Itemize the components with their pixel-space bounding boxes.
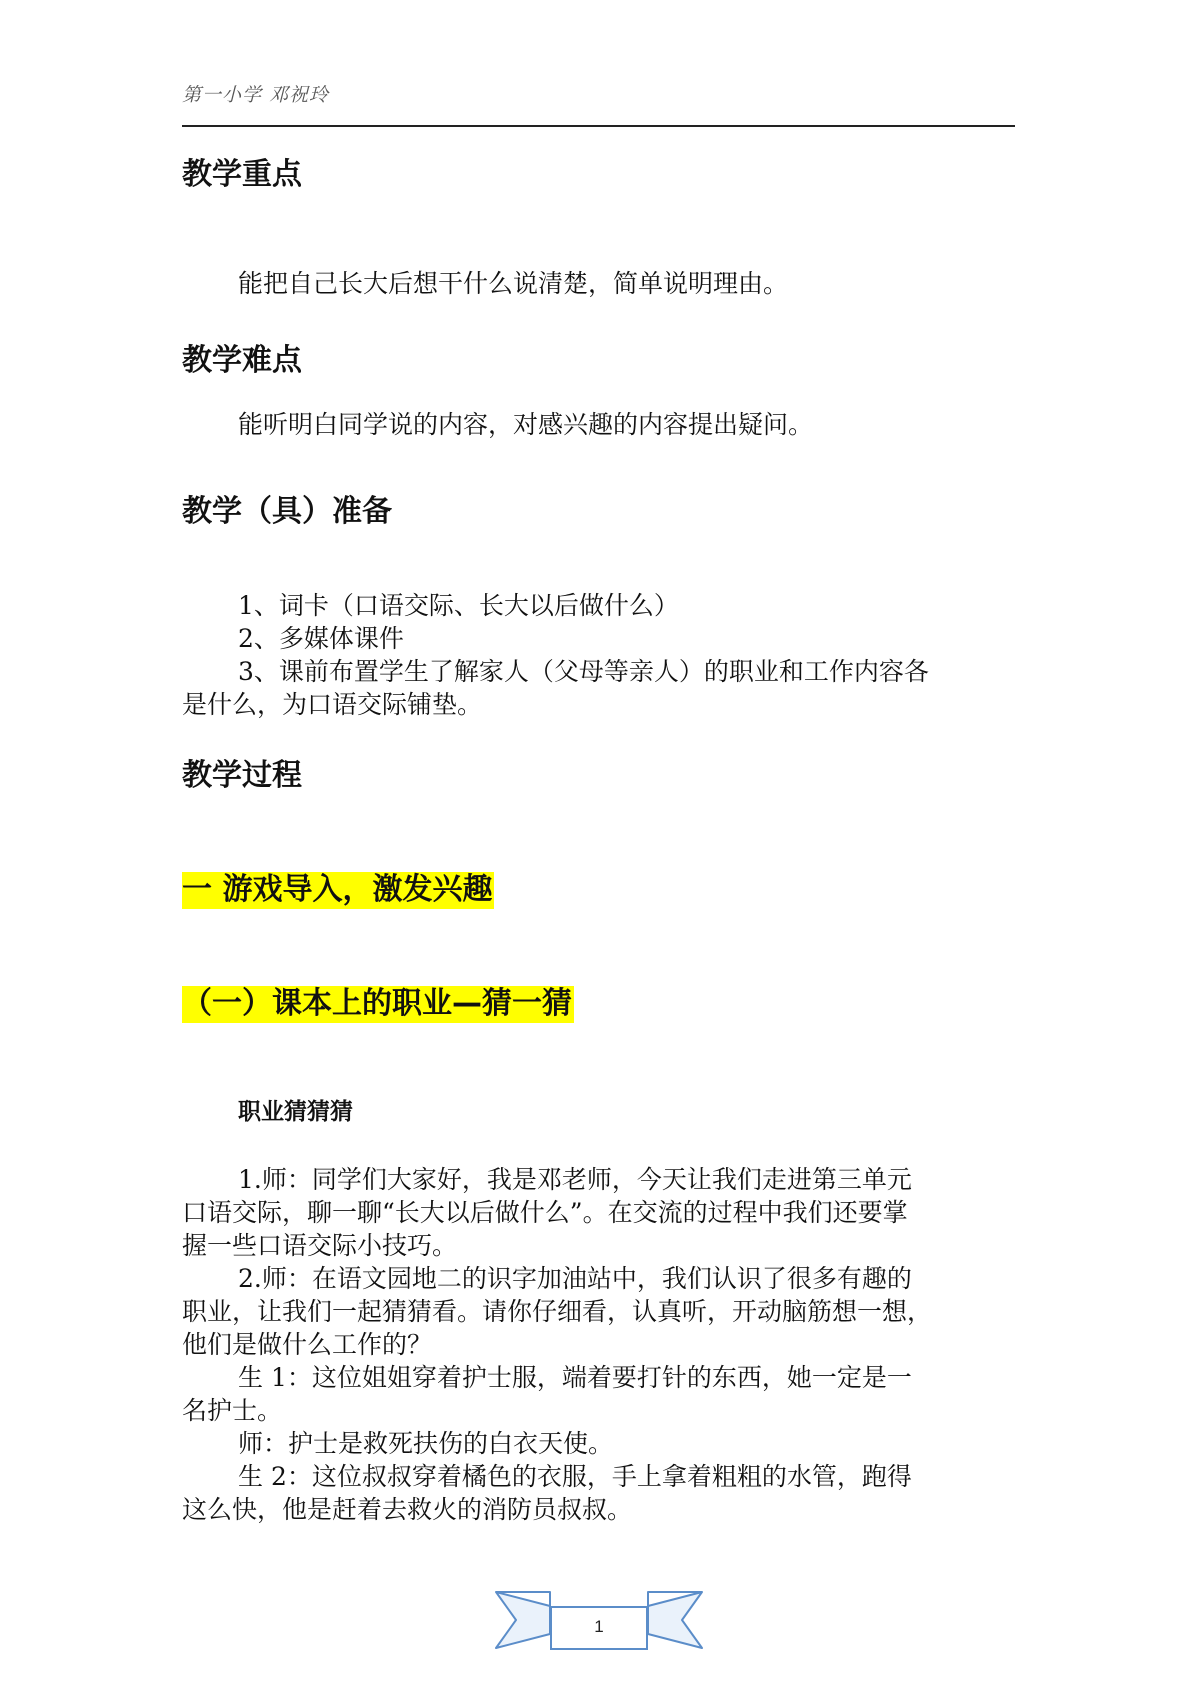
highlighted-heading: 一 游戏导入，激发兴趣 [182, 872, 493, 907]
preparation-item: 1、词卡（口语交际、长大以后做什么） [238, 591, 679, 620]
heading-difficulty: 教学难点 [182, 343, 302, 378]
focus-paragraph [182, 267, 1015, 300]
activity-heading: 职业猜猜猜 [238, 1099, 353, 1125]
process-line: 2.师：在语文园地二的识字加油站中，我们认识了很多有趣的 [238, 1264, 912, 1293]
process-line: 职业，让我们一起猜猜看。请你仔细看，认真听，开动脑筋想一想， [182, 1297, 933, 1326]
preparation-list [182, 589, 1015, 721]
page-header: 第一小学 邓祝玲 [182, 84, 330, 106]
header-divider [182, 125, 1015, 127]
preparation-item-continued: 是什么，为口语交际铺垫。 [182, 690, 483, 719]
difficulty-text: 能听明白同学说的内容，对感兴趣的内容提出疑问。 [238, 410, 814, 439]
process-line: 生 2：这位叔叔穿着橘色的衣服，手上拿着粗粗的水管，跑得 [238, 1462, 912, 1491]
heading-process: 教学过程 [182, 758, 302, 793]
page-number: 1 [550, 1606, 648, 1650]
heading-preparation: 教学（具）准备 [182, 494, 392, 529]
process-line: 这么快，他是赶着去救火的消防员叔叔。 [182, 1495, 633, 1524]
highlighted-subheading: （一）课本上的职业—猜一猜 [182, 986, 572, 1021]
focus-text: 能把自己长大后想干什么说清楚，简单说明理由。 [238, 269, 789, 298]
process-line: 师：护士是救死扶伤的白衣天使。 [238, 1429, 614, 1458]
part1-heading [182, 872, 494, 908]
process-line: 名护士。 [182, 1396, 283, 1425]
process-line: 握一些口语交际小技巧。 [182, 1231, 458, 1260]
difficulty-paragraph [182, 408, 1015, 441]
preparation-item: 2、多媒体课件 [238, 624, 404, 653]
process-line: 他们是做什么工作的？ [182, 1330, 433, 1359]
process-line: 1.师：同学们大家好，我是邓老师，今天让我们走进第三单元 [238, 1165, 912, 1194]
process-paragraphs [182, 1163, 1015, 1526]
process-line: 口语交际，聊一聊“长大以后做什么”。在交流的过程中我们还要掌 [182, 1198, 908, 1227]
process-line: 生 1：这位姐姐穿着护士服，端着要打针的东西，她一定是一 [238, 1363, 912, 1392]
sub1-heading [182, 986, 574, 1022]
heading-focus: 教学重点 [182, 157, 302, 192]
preparation-item: 3、课前布置学生了解家人（父母等亲人）的职业和工作内容各 [238, 657, 929, 686]
